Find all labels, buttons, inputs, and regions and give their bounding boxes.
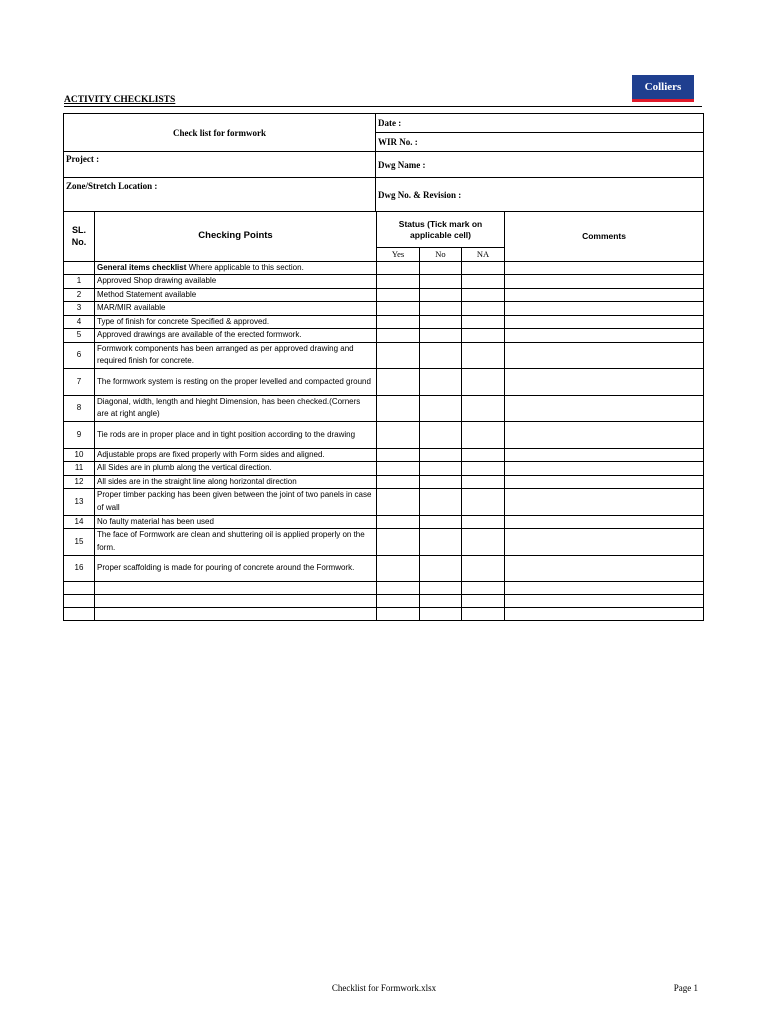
- sl-no-header: SL. No.: [64, 212, 95, 262]
- status-na-cell[interactable]: [462, 329, 505, 343]
- status-no-cell[interactable]: [420, 489, 462, 516]
- status-yes-cell[interactable]: [377, 515, 420, 529]
- checking-point-text: Proper timber packing has been given between the joint of two panels in case of wall: [95, 489, 377, 516]
- status-no-cell[interactable]: [420, 329, 462, 343]
- page-heading: ACTIVITY CHECKLISTS: [64, 95, 176, 105]
- status-no-cell[interactable]: [420, 515, 462, 529]
- table-row: [64, 288, 704, 302]
- info-table: [63, 113, 704, 212]
- comments-cell[interactable]: [505, 369, 704, 396]
- status-na-cell[interactable]: [462, 462, 505, 476]
- status-yes-cell[interactable]: [377, 275, 420, 289]
- comments-cell[interactable]: [505, 475, 704, 489]
- table-row: [64, 515, 704, 529]
- empty-row: [64, 595, 704, 608]
- yes-header: Yes: [377, 248, 420, 262]
- status-no-cell[interactable]: [420, 555, 462, 582]
- status-no-cell[interactable]: [420, 288, 462, 302]
- status-na-cell[interactable]: [462, 489, 505, 516]
- comments-cell[interactable]: [505, 595, 704, 608]
- checklist-title: Check list for formwork: [64, 114, 376, 152]
- table-row: [64, 329, 704, 343]
- status-na-cell[interactable]: [462, 529, 505, 556]
- comments-header: Comments: [505, 212, 704, 262]
- status-yes-cell[interactable]: [377, 288, 420, 302]
- status-yes-cell[interactable]: [377, 302, 420, 316]
- table-row: [64, 475, 704, 489]
- checking-point-text: The formwork system is resting on the proper levelled and compacted ground: [95, 369, 377, 396]
- checking-point-text: Formwork components has been arranged as per approved drawing and required finish for concrete.: [95, 342, 377, 369]
- general-row: [64, 261, 704, 275]
- status-yes-cell[interactable]: [377, 395, 420, 422]
- table-row: [64, 315, 704, 329]
- status-na-cell[interactable]: [462, 422, 505, 449]
- comments-cell[interactable]: [505, 448, 704, 462]
- status-yes-cell[interactable]: [377, 582, 420, 595]
- row-number: 4: [64, 315, 95, 329]
- status-na-cell[interactable]: [462, 315, 505, 329]
- dwg-no-field[interactable]: Dwg No. & Revision :: [376, 178, 704, 212]
- checking-point-text: MAR/MIR available: [95, 302, 377, 316]
- status-yes-cell[interactable]: [377, 369, 420, 396]
- row-number: 14: [64, 515, 95, 529]
- comments-cell[interactable]: [505, 529, 704, 556]
- general-no-cell: [64, 261, 95, 275]
- status-no-cell[interactable]: [420, 369, 462, 396]
- row-number: 8: [64, 395, 95, 422]
- row-number: 5: [64, 329, 95, 343]
- row-number: 9: [64, 422, 95, 449]
- status-yes-cell[interactable]: [377, 448, 420, 462]
- status-yes-cell[interactable]: [377, 475, 420, 489]
- checking-point-text: All Sides are in plumb along the vertical direction.: [95, 462, 377, 476]
- status-na-cell[interactable]: [462, 302, 505, 316]
- row-number: 2: [64, 288, 95, 302]
- status-no-cell[interactable]: [420, 315, 462, 329]
- general-text-cell: [95, 261, 377, 275]
- table-row: [64, 448, 704, 462]
- checking-points-header: Checking Points: [95, 212, 377, 262]
- logo-text: Colliers: [644, 81, 682, 93]
- status-yes-cell[interactable]: [377, 342, 420, 369]
- status-no-cell[interactable]: [420, 529, 462, 556]
- general-yes-cell[interactable]: [377, 261, 420, 275]
- empty-row: [64, 582, 704, 595]
- row-number: 11: [64, 462, 95, 476]
- comments-cell[interactable]: [505, 275, 704, 289]
- logo-accent-bar: [632, 99, 694, 102]
- status-no-cell[interactable]: [420, 462, 462, 476]
- na-header: NA: [462, 248, 505, 262]
- comments-cell[interactable]: [505, 288, 704, 302]
- footer-filename: Checklist for Formwork.xlsx: [331, 983, 437, 993]
- checking-point-text: All sides are in the straight line along horizontal direction: [95, 475, 377, 489]
- zone-field[interactable]: Zone/Stretch Location :: [64, 178, 376, 212]
- wir-no-field[interactable]: WIR No. :: [376, 133, 704, 152]
- comments-cell[interactable]: [505, 342, 704, 369]
- status-na-cell[interactable]: [462, 448, 505, 462]
- row-number: 15: [64, 529, 95, 556]
- status-na-cell[interactable]: [462, 369, 505, 396]
- comments-cell[interactable]: [505, 462, 704, 476]
- checking-point-text: Proper scaffolding is made for pouring of concrete around the Formwork.: [95, 555, 377, 582]
- status-na-cell[interactable]: [462, 608, 505, 621]
- status-yes-cell[interactable]: [377, 462, 420, 476]
- comments-cell[interactable]: [505, 608, 704, 621]
- status-no-cell[interactable]: [420, 608, 462, 621]
- comments-cell[interactable]: [505, 315, 704, 329]
- comments-cell[interactable]: [505, 422, 704, 449]
- status-no-cell[interactable]: [420, 475, 462, 489]
- project-field[interactable]: Project :: [64, 152, 376, 178]
- checking-point-text: Method Statement available: [95, 288, 377, 302]
- row-number: 16: [64, 555, 95, 582]
- row-number: 1: [64, 275, 95, 289]
- status-no-cell[interactable]: [420, 582, 462, 595]
- status-na-cell[interactable]: [462, 342, 505, 369]
- table-row: [64, 555, 704, 582]
- general-no-status-cell[interactable]: [420, 261, 462, 275]
- checking-point-text: Diagonal, width, length and hieght Dimension, has been checked.(Corners are at right angle): [95, 395, 377, 422]
- checking-point-text: Approved Shop drawing available: [95, 275, 377, 289]
- checking-point-text: The face of Formwork are clean and shuttering oil is applied properly on the form.: [95, 529, 377, 556]
- status-na-cell[interactable]: [462, 275, 505, 289]
- general-comments-cell[interactable]: [505, 261, 704, 275]
- table-row: [64, 369, 704, 396]
- status-no-cell[interactable]: [420, 595, 462, 608]
- table-row: [64, 529, 704, 556]
- general-title: General items checklist: [97, 262, 187, 272]
- status-yes-cell[interactable]: [377, 489, 420, 516]
- checking-point-text: Approved drawings are available of the erected formwork.: [95, 329, 377, 343]
- status-na-cell[interactable]: [462, 582, 505, 595]
- row-number: 12: [64, 475, 95, 489]
- comments-cell[interactable]: [505, 582, 704, 595]
- comments-cell[interactable]: [505, 329, 704, 343]
- status-yes-cell[interactable]: [377, 422, 420, 449]
- table-row: [64, 422, 704, 449]
- table-row: [64, 462, 704, 476]
- status-na-cell[interactable]: [462, 395, 505, 422]
- empty-text-cell[interactable]: [95, 582, 377, 595]
- status-yes-cell[interactable]: [377, 329, 420, 343]
- empty-no-cell: [64, 582, 95, 595]
- dwg-name-field[interactable]: Dwg Name :: [376, 152, 704, 178]
- comments-cell[interactable]: [505, 489, 704, 516]
- empty-no-cell: [64, 608, 95, 621]
- empty-text-cell[interactable]: [95, 608, 377, 621]
- checking-point-text: Adjustable props are fixed properly with Form sides and aligned.: [95, 448, 377, 462]
- comments-cell[interactable]: [505, 555, 704, 582]
- status-yes-cell[interactable]: [377, 555, 420, 582]
- comments-cell[interactable]: [505, 515, 704, 529]
- table-row: [64, 275, 704, 289]
- status-na-cell[interactable]: [462, 475, 505, 489]
- status-no-cell[interactable]: [420, 448, 462, 462]
- general-note: Where applicable to this section.: [186, 262, 304, 272]
- status-na-cell[interactable]: [462, 595, 505, 608]
- empty-row: [64, 608, 704, 621]
- status-no-cell[interactable]: [420, 342, 462, 369]
- status-no-cell[interactable]: [420, 395, 462, 422]
- status-no-cell[interactable]: [420, 302, 462, 316]
- row-number: 6: [64, 342, 95, 369]
- status-yes-cell[interactable]: [377, 608, 420, 621]
- row-number: 10: [64, 448, 95, 462]
- status-na-cell[interactable]: [462, 555, 505, 582]
- status-na-cell[interactable]: [462, 288, 505, 302]
- checking-point-text: Type of finish for concrete Specified & approved.: [95, 315, 377, 329]
- status-yes-cell[interactable]: [377, 315, 420, 329]
- comments-cell[interactable]: [505, 302, 704, 316]
- table-row: [64, 342, 704, 369]
- date-field[interactable]: Date :: [376, 114, 704, 133]
- table-row: [64, 489, 704, 516]
- row-number: 13: [64, 489, 95, 516]
- status-no-cell[interactable]: [420, 422, 462, 449]
- status-yes-cell[interactable]: [377, 529, 420, 556]
- checking-point-text: Tie rods are in proper place and in tight position according to the drawing: [95, 422, 377, 449]
- status-yes-cell[interactable]: [377, 595, 420, 608]
- status-no-cell[interactable]: [420, 275, 462, 289]
- status-na-cell[interactable]: [462, 515, 505, 529]
- empty-no-cell: [64, 595, 95, 608]
- checklist-table: [63, 211, 704, 621]
- table-row: [64, 395, 704, 422]
- checking-point-text: No faulty material has been used: [95, 515, 377, 529]
- empty-text-cell[interactable]: [95, 595, 377, 608]
- comments-cell[interactable]: [505, 395, 704, 422]
- footer-page-number: Page 1: [673, 983, 698, 993]
- row-number: 7: [64, 369, 95, 396]
- general-na-cell[interactable]: [462, 261, 505, 275]
- table-row: [64, 302, 704, 316]
- checklist-body: [64, 261, 704, 621]
- row-number: 3: [64, 302, 95, 316]
- no-header: No: [420, 248, 462, 262]
- heading-rule: [64, 106, 702, 107]
- status-header: Status (Tick mark on applicable cell): [377, 212, 505, 248]
- colliers-logo: [632, 75, 694, 99]
